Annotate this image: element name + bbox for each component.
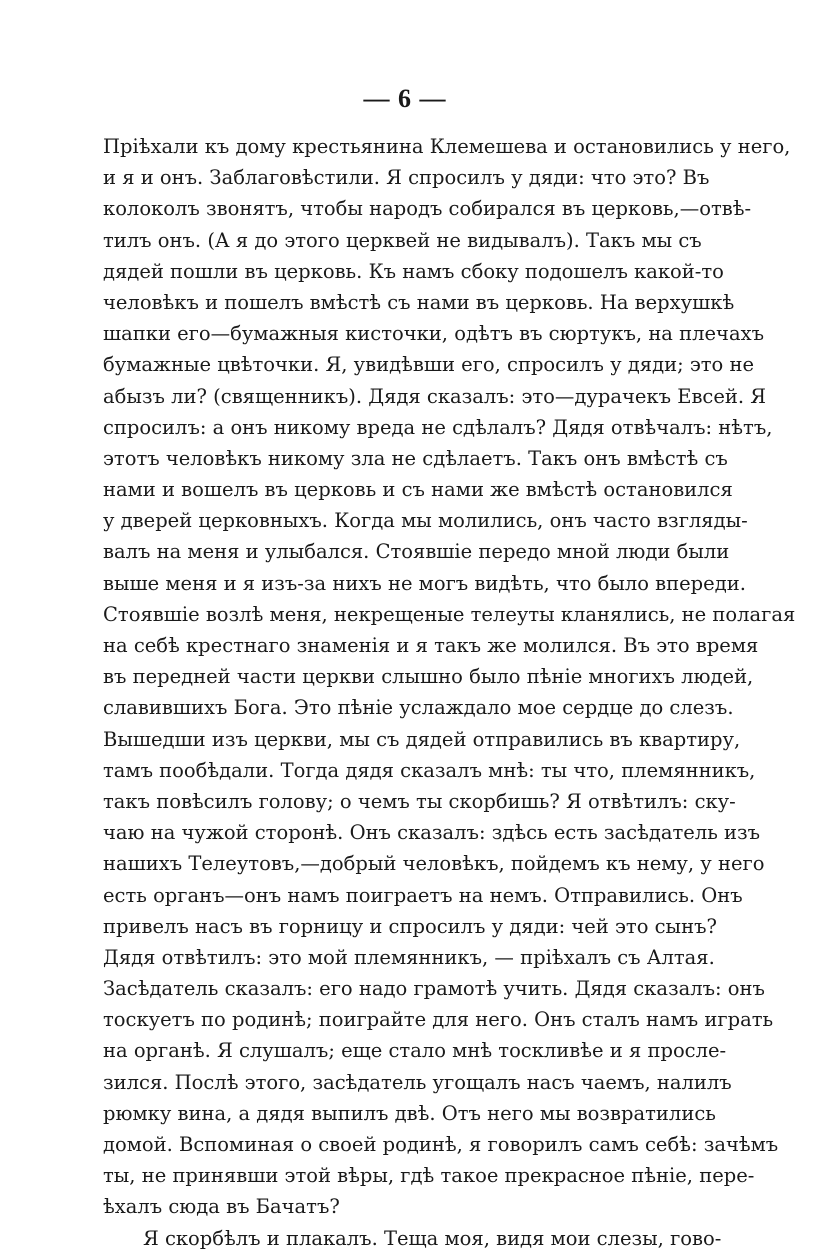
- text-line: этотъ человѣкъ никому зла не сдѣлаетъ. Такъ онъ вмѣстѣ съ: [103, 446, 728, 470]
- text-line: есть органъ—онъ намъ поиграетъ на немъ. Отправились. Онъ: [103, 883, 743, 907]
- text-line: тилъ онъ. (А я до этого церквей не видывалъ). Такъ мы съ: [103, 228, 702, 252]
- text-line: Стоявшіе возлѣ меня, некрещеные телеуты кланялись, не полагая: [103, 602, 796, 626]
- text-line: тамъ пообѣдали. Тогда дядя сказалъ мнѣ: ты что, племянникъ,: [103, 758, 756, 782]
- text-line: абызъ ли? (священникъ). Дядя сказалъ: это—дурачекъ Евсей. Я: [103, 384, 767, 408]
- text-line: на себѣ крестнаго знаменія и я такъ же молился. Въ это время: [103, 634, 759, 657]
- text-line: дядей пошли въ церковь. Къ намъ сбоку подошелъ какой-то: [103, 259, 724, 283]
- text-line: человѣкъ и пошелъ вмѣстѣ съ нами въ церковь. На верхушкѣ: [103, 290, 735, 314]
- text-line: зился. Послѣ этого, засѣдатель угощалъ насъ чаемъ, налилъ: [103, 1070, 732, 1094]
- text-line: въ передней части церкви слышно было пѣніе многихъ людей,: [103, 665, 754, 689]
- text-line: колоколъ звонятъ, чтобы народъ собирался въ церковь,—отвѣ-: [103, 197, 752, 221]
- text-line: нашихъ Телеутовъ,—добрый человѣкъ, пойдемъ къ нему, у него: [103, 852, 765, 876]
- text-line: привелъ насъ въ горницу и спросилъ у дяди: чей это сынъ?: [103, 914, 717, 938]
- text-line: ты, не принявши этой вѣры, гдѣ такое прекрасное пѣніе, пере-: [103, 1164, 755, 1188]
- body-text: [103, 131, 796, 1254]
- text-line: спросилъ: а онъ никому вреда не сдѣлалъ? Дядя отвѣчалъ: нѣтъ,: [103, 415, 773, 439]
- text-line: тоскуетъ по родинѣ; поиграйте для него. Онъ сталъ намъ играть: [103, 1008, 774, 1032]
- text-line: славившихъ Бога. Это пѣніе услаждало мое сердце до слезъ.: [103, 696, 734, 720]
- text-line: Пріѣхали къ дому крестьянина Клемешева и остановились у него,: [103, 135, 791, 158]
- text-line: шапки его—бумажныя кисточки, одѣтъ въ сюртукъ, на плечахъ: [103, 322, 764, 346]
- text-line: выше меня и я изъ-за нихъ не могъ видѣть, что было впереди.: [103, 571, 746, 595]
- text-line: валъ на меня и улыбался. Стоявшіе передо мной люди были: [103, 540, 730, 564]
- text-line: домой. Вспоминая о своей родинѣ, я говорилъ самъ себѣ: зачѣмъ: [103, 1133, 779, 1156]
- paragraph-first-line: Я скорбѣлъ и плакалъ. Теща моя, видя мои слезы, гово-: [143, 1226, 722, 1250]
- text-line: Дядя отвѣтилъ: это мой племянникъ, — пріѣхалъ съ Алтая.: [103, 945, 715, 969]
- text-line: Засѣдатель сказалъ: его надо грамотѣ учить. Дядя сказалъ: онъ: [103, 977, 765, 1001]
- text-line: бумажные цвѣточки. Я, увидѣвши его, спросилъ у дяди; это не: [103, 353, 755, 377]
- text-line: ѣхалъ сюда въ Бачатъ?: [103, 1195, 340, 1219]
- text-line: чаю на чужой сторонѣ. Онъ сказалъ: здѣсь есть засѣдатель изъ: [103, 821, 761, 845]
- text-line: такъ повѣсилъ голову; о чемъ ты скорбишь? Я отвѣтилъ: ску-: [103, 789, 736, 813]
- text-line: и я и онъ. Заблаговѣстили. Я спросилъ у дяди: что это? Въ: [103, 166, 710, 190]
- text-line: Вышедши изъ церкви, мы съ дядей отправились въ квартиру,: [103, 727, 741, 751]
- page-number: — 6 —: [363, 84, 447, 113]
- text-line: нами и вошелъ въ церковь и съ нами же вмѣстѣ остановился: [103, 478, 733, 502]
- text-line: на органѣ. Я слушалъ; еще стало мнѣ тоскливѣе и я прослe-: [103, 1039, 727, 1063]
- text-line: у дверей церковныхъ. Когда мы молились, онъ часто взгляды-: [103, 509, 748, 533]
- text-line: рюмку вина, а дядя выпилъ двѣ. Отъ него мы возвратились: [103, 1101, 716, 1125]
